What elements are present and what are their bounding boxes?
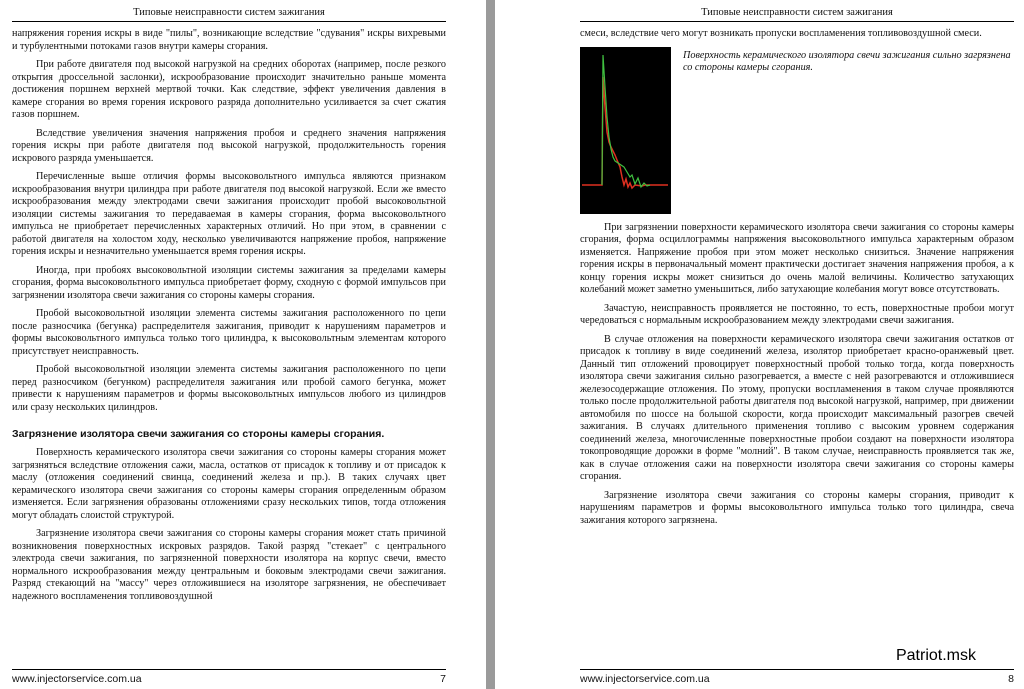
page-header: Типовые неисправности систем зажигания xyxy=(12,0,446,22)
paragraph: Загрязнение изолятора свечи зажигания со стороны камеры сгорания, приводит к нарушениям параметров и формы высоковольтного импульса только того цилиндра, свеча зажигания которого загрязнена. xyxy=(580,489,1014,526)
page-header: Типовые неисправности систем зажигания xyxy=(580,0,1014,22)
figure xyxy=(580,47,1014,214)
footer-url[interactable]: www.injectorservice.com.ua xyxy=(580,673,710,685)
page-number: 8 xyxy=(1008,673,1014,685)
paragraph: При работе двигателя под высокой нагрузкой на средних оборотах (например, после резкого открытия дроссельной заслонки), искрообразование происходит значительно раньше момента достижения поршнем верхней мертвой точки. Как следствие, эффект увеличения давления в камере сгорания во время горения искрового разряда дополнительно усиливается за счет сжатия газов поршнем. xyxy=(12,59,446,120)
figure-caption: Поверхность керамического изолятора свечи зажигания сильно загрязнена со стороны камеры сгорания. xyxy=(683,49,1011,73)
page-8 xyxy=(495,0,1024,689)
paragraph: напряжения горения искры в виде "пилы", возникающие вследствие "сдувания" искры вихревыми и турбулентными потоками газов внутри камеры сгорания. xyxy=(12,28,446,52)
paragraph: При загрязнении поверхности керамического изолятора свечи зажигания со стороны камеры сгорания, форма осциллограммы напряжения высоковольтного импульса характерным образом изменяется. Напряжение пробоя при этом может несколько снизиться. Значение напряжения горения искры в первоначальный момент практически достигает значения напряжения пробоя, а к концу горения искры может снизиться до очень малой величины. Количество затухающих колебаний может заметно уменьшиться, либо затухающие колебания могут вовсе отсутствовать. xyxy=(580,221,1014,295)
paragraph: Вследствие увеличения значения напряжения пробоя и среднего значения напряжения горения искры при работе двигателя под высокой нагрузкой, продолжительность горения искрового разряда уменьшается. xyxy=(12,127,446,164)
paragraph: Зачастую, неисправность проявляется не постоянно, то есть, поверхностные пробои могут чередоваться с нормальным искрообразованием между электродами свечи зажигания. xyxy=(580,302,1014,326)
page-7 xyxy=(0,0,486,689)
paragraph: Поверхность керамического изолятора свечи зажигания со стороны камеры сгорания может загрязняться вследствие отложения сажи, масла, остатков от присадок к топливу и от присадок к маслу (отложения соединений свинца, соединений железа и пр.). В таких случаях цвет керамического изолятора свечи зажигания со стороны камеры сгорания определенным образом изменяется. Если загрязнения образованы отложениями сразу нескольких типов, тогда отложения могут обладать слоистой структурой. xyxy=(12,447,446,521)
footer-url[interactable]: www.injectorservice.com.ua xyxy=(12,673,142,685)
watermark: Patriot.msk xyxy=(895,647,976,664)
paragraph: В случае отложения на поверхности керамического изолятора свечи зажигания остатков от присадок к топливу в виде соединений железа, изолятор приобретает красно-оранжевый цвет. Данный тип отложений провоцирует поверхностный пробой только тогда, когда поверхность изолятора свечи зажигания сильно разогревается, а вместе с ней разогреваются и отложившиеся железосодержащие отложения. По этому, пропуски воспламенения в таком случае проявляются только после продолжительной работы двигателя под высокой нагрузкой, например, при движении автомобиля по шоссе на большой скорости, когда происходит максимальный разогрев свечей зажигания. В случаях длительного применения топливо с высоким уровнем содержания соединений железа, многочисленные поверхностные пробои создают на поверхности изолятора токопроводящие дорожки в форме "молний". В таком случае, неисправность проявляется так же, как в случае отложения сажи на поверхности изолятора свечи зажигания со стороны камеры сгорания. xyxy=(580,333,1014,482)
page-gutter xyxy=(486,0,495,689)
paragraph: Перечисленные выше отличия формы высоковольтного импульса являются признаком искрообразования внутри цилиндра при работе двигателя под высокой нагрузкой. Если же вместо искрообразования между электродами свечи зажигания происходит пробой высоковольтной изоляции системы зажигания то передаваемая в камеры сгорания, форма высоковольтного импульса не приобретает перечисленных характерных отличий. Но при этом, в сравнении с работой двигателя на холостом ходу, несколько увеличиваются напряжение пробоя, напряжение горения искры и незначительно уменьшается время горения искры. xyxy=(12,171,446,257)
paragraph: Загрязнение изолятора свечи зажигания со стороны камеры сгорания может стать причиной возникновения поверхностных искровых разрядов. Такой разряд "стекает" с центрального электрода свечи зажигания, по загрязненной поверхности изолятора на корпус свечи, вместо нормального искрообразования между центральным и боковым электродами свечи зажигания. Разряд стекающий на "массу" через отложившиеся на изоляторе загрязнения, не обеспечивает надежного воспламенения топливовоздушной xyxy=(12,528,446,602)
paragraph: Пробой высоковольтной изоляции элемента системы зажигания расположенного по цепи после разносчика (бегунка) распределителя зажигания, приводит к нарушениям параметров и формы высоковольтного импульса только того цилиндра, к высоковольтным элементам которого присутствует неисправность. xyxy=(12,308,446,357)
page-footer xyxy=(12,669,446,685)
oscillogram-plot xyxy=(580,47,671,214)
paragraph: смеси, вследствие чего могут возникать пропуски воспламенения топливовоздушной смеси. xyxy=(580,28,982,39)
paragraph: Пробой высоковольтной изоляции элемента системы зажигания расположенного по цепи перед разносчиком (бегунком) распределителя зажигания или пробой самого бегунка, может привести к нарушениям параметров и формы высоковольтных импульсов любого из цилиндров или сразу нескольких цилиндров. xyxy=(12,364,446,413)
section-title: Загрязнение изолятора свечи зажигания со стороны камеры сгорания. xyxy=(12,428,385,440)
paragraph: Иногда, при пробоях высоковольтной изоляции системы зажигания за пределами камеры сгорания, форма высоковольтного импульса приобретает форму, сходную с формой импульсов при загрязнении изолятора свечи зажигания со стороны камеры сгорания. xyxy=(12,264,446,301)
oscillogram-image xyxy=(580,47,671,214)
page-number: 7 xyxy=(440,673,446,685)
page-footer xyxy=(580,669,1014,685)
